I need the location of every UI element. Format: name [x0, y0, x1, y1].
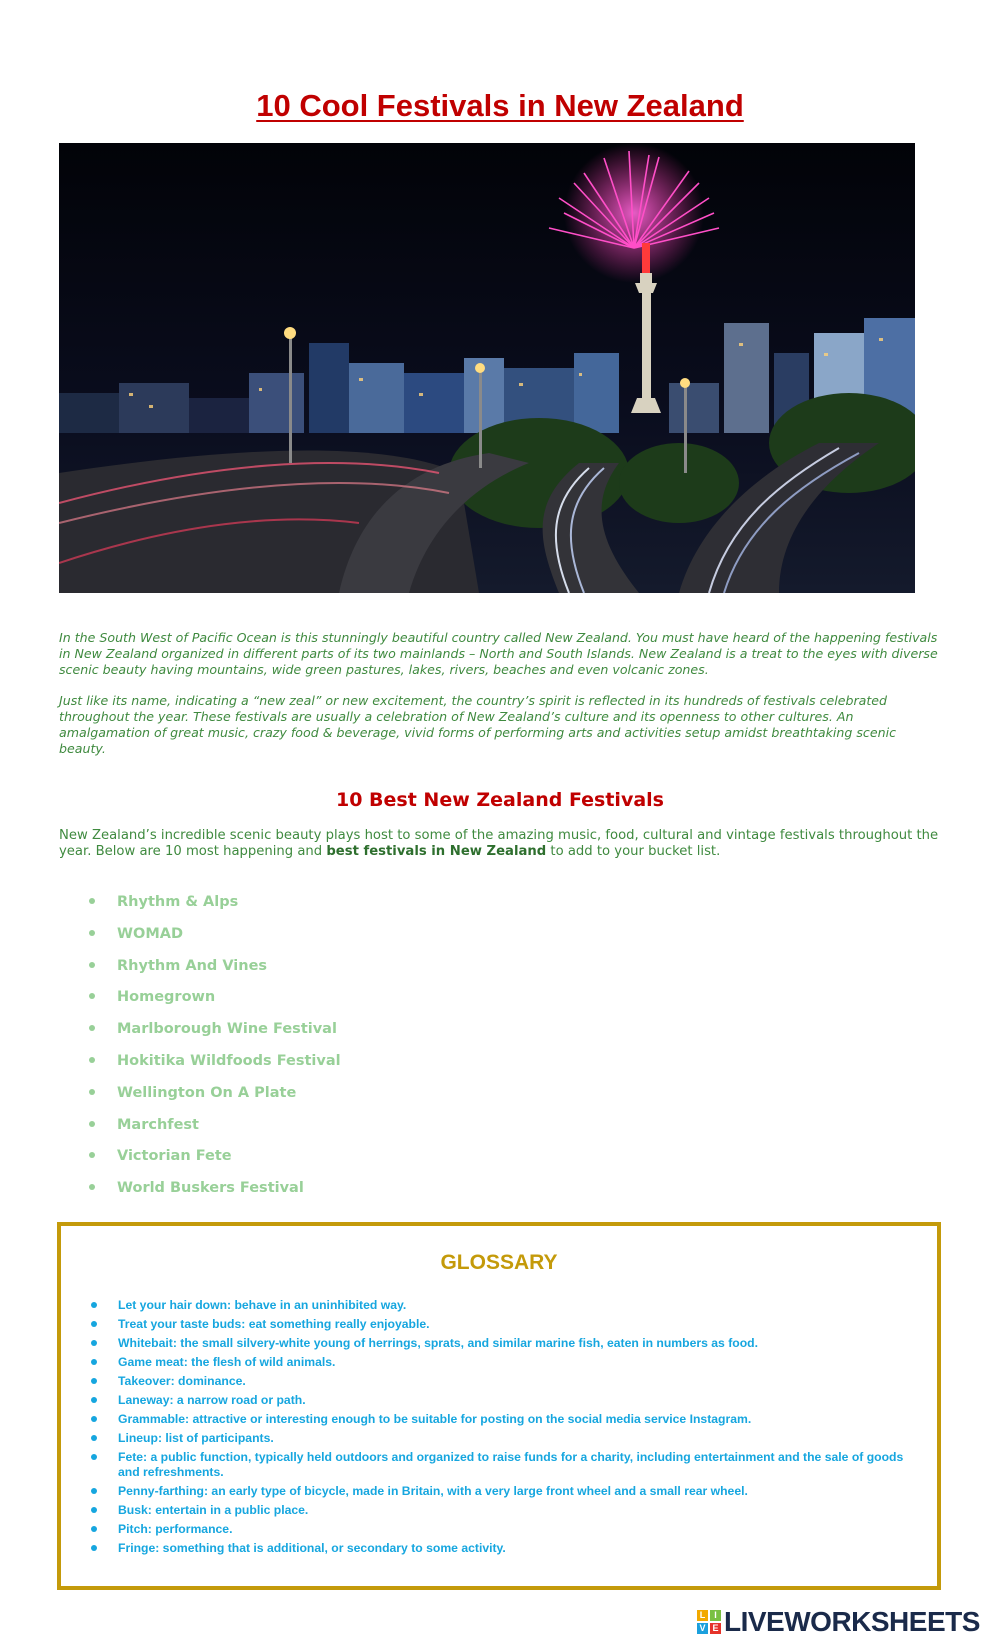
festival-name: WOMAD [117, 925, 184, 942]
bullet-icon [91, 1321, 97, 1327]
festival-item [59, 924, 341, 956]
bullet-icon [89, 898, 95, 904]
glossary-item [61, 1336, 937, 1351]
glossary-text: Whitebait: the small silvery-white young of herrings, sprats, and similar marine fish, eaten in numbers as food. [118, 1336, 758, 1350]
glossary-item [61, 1317, 937, 1332]
festival-item [59, 1178, 341, 1210]
bullet-icon [91, 1302, 97, 1308]
glossary-text: Fete: a public function, typically held outdoors and organized to raise funds for a charity, including entertainment and the sale of goods and refreshments. [118, 1450, 904, 1479]
logo-letter-l: L [697, 1610, 708, 1621]
bullet-icon [89, 993, 95, 999]
logo-letter-i: I [710, 1610, 721, 1621]
glossary-item [61, 1355, 937, 1370]
festival-name: Victorian Fete [117, 1148, 232, 1165]
festival-list [59, 892, 341, 1210]
festival-item [59, 1051, 341, 1083]
bullet-icon [89, 1152, 95, 1158]
glossary-item [61, 1541, 937, 1556]
bullet-icon [91, 1454, 97, 1460]
glossary-item [61, 1298, 937, 1313]
logo-letter-v: V [697, 1623, 708, 1634]
festival-name: Rhythm & Alps [117, 894, 239, 910]
bullet-icon [89, 1057, 95, 1063]
intro-paragraph-1: In the South West of Pacific Ocean is this stunningly beautiful country called New Zealand. You must have heard of the happening festivals in New Zealand organized in different parts of its two mainlands – North and South Islands. New Zealand is a treat to the eyes with diverse scenic beauty having mountains, wide green pastures, lakes, rivers, beaches and even volcanic zones. [59, 630, 938, 677]
festival-item [59, 1146, 341, 1178]
festival-name: Hokitika Wildfoods Festival [117, 1052, 341, 1069]
bullet-icon [89, 1121, 95, 1127]
glossary-text: Laneway: a narrow road or path. [118, 1393, 306, 1407]
page-title: 10 Cool Festivals in New Zealand [256, 88, 744, 123]
glossary-text: Penny-farthing: an early type of bicycle, made in Britain, with a very large front wheel and a small rear wheel. [118, 1484, 748, 1498]
glossary-title: GLOSSARY [440, 1251, 558, 1274]
bullet-icon [89, 1089, 95, 1095]
glossary-item [61, 1412, 937, 1427]
festival-name: Rhythm And Vines [117, 957, 268, 974]
lead-text-bold: best festivals in New Zealand [326, 844, 547, 859]
liveworksheets-logo[interactable] [697, 1607, 980, 1637]
glossary-text: Grammable: attractive or interesting enough to be suitable for posting on the social media service Instagram. [118, 1412, 752, 1426]
festival-item [59, 956, 341, 988]
glossary-list [61, 1298, 937, 1560]
glossary-text: Busk: entertain in a public place. [118, 1503, 309, 1517]
section-lead [59, 828, 949, 860]
lead-text-before: New Zealand’s incredible scenic beauty plays host to some of the amazing music, food, cultural and vintage festivals throughout the year. Below are 10 most happening and [59, 828, 939, 859]
bullet-icon [91, 1397, 97, 1403]
bullet-icon [91, 1416, 97, 1422]
glossary-text: Lineup: list of participants. [118, 1431, 274, 1445]
glossary-item [61, 1522, 937, 1537]
glossary-text: Fringe: something that is additional, or secondary to some activity. [118, 1541, 506, 1555]
festival-item [59, 892, 341, 924]
festival-item [59, 1115, 341, 1147]
glossary-item [61, 1374, 937, 1389]
bullet-icon [91, 1545, 97, 1551]
glossary-item [61, 1450, 937, 1480]
glossary-text: Let your hair down: behave in an uninhibited way. [118, 1298, 407, 1312]
liveworksheets-wordmark: LIVEWORKSHEETS [724, 1606, 980, 1637]
section-heading: 10 Best New Zealand Festivals [336, 789, 664, 811]
liveworksheets-logo-icon [697, 1610, 721, 1634]
bullet-icon [89, 962, 95, 968]
bullet-icon [91, 1507, 97, 1513]
bullet-icon [91, 1488, 97, 1494]
bullet-icon [91, 1378, 97, 1384]
festival-name: World Buskers Festival [117, 1180, 304, 1197]
glossary-item [61, 1503, 937, 1518]
glossary-item [61, 1431, 937, 1446]
glossary-text: Pitch: performance. [118, 1522, 233, 1536]
bullet-icon [89, 1025, 95, 1031]
festival-name: Wellington On A Plate [117, 1084, 297, 1101]
intro-paragraph-2: Just like its name, indicating a “new zeal” or new excitement, the country’s spirit is reflected in its hundreds of festivals celebrated throughout the year. These festivals are usually a celebration of New Zealand’s culture and its openness to other cultures. An amalgamation of great music, crazy food & beverage, vivid forms of performing arts and activities setup amidst breathtaking scenic beauty. [59, 693, 896, 756]
lead-text-after: to add to your bucket list. [546, 844, 721, 859]
glossary-box [57, 1222, 941, 1590]
glossary-text: Takeover: dominance. [118, 1374, 246, 1388]
glossary-item [61, 1484, 937, 1499]
bullet-icon [91, 1359, 97, 1365]
festival-item [59, 1019, 341, 1051]
festival-name: Marlborough Wine Festival [117, 1021, 337, 1038]
auckland-night-skyline-photo [59, 143, 915, 593]
festival-item [59, 1083, 341, 1115]
glossary-text: Treat your taste buds: eat something really enjoyable. [118, 1317, 430, 1331]
glossary-text: Game meat: the flesh of wild animals. [118, 1355, 336, 1369]
logo-letter-e: E [710, 1623, 721, 1634]
festival-name: Marchfest [117, 1116, 199, 1133]
glossary-item [61, 1393, 937, 1408]
bullet-icon [91, 1526, 97, 1532]
bullet-icon [91, 1340, 97, 1346]
bullet-icon [91, 1435, 97, 1441]
bullet-icon [89, 1184, 95, 1190]
bullet-icon [89, 930, 95, 936]
festival-name: Homegrown [117, 989, 216, 1006]
festival-item [59, 987, 341, 1019]
